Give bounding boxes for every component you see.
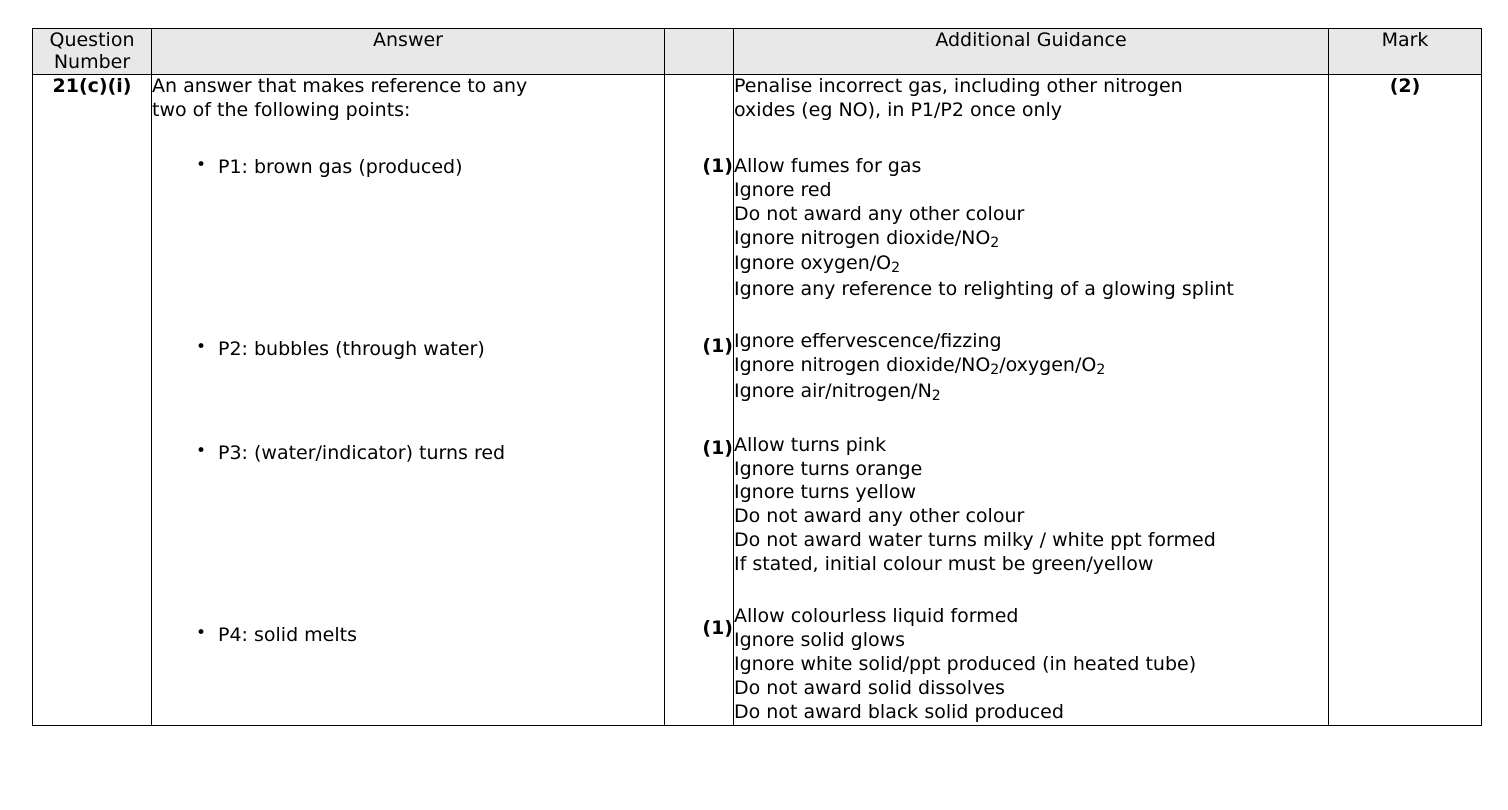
bullet-icon: • xyxy=(196,155,207,176)
cell-answer xyxy=(152,74,665,725)
header-mark-subcolumn xyxy=(665,29,734,75)
header-question-number-line2: Number xyxy=(53,51,131,74)
guidance-line: Allow fumes for gas xyxy=(734,154,922,177)
list-item xyxy=(152,624,664,648)
guidance-line: Do not award black solid produced xyxy=(734,700,1064,723)
header-answer: Answer xyxy=(152,29,665,75)
point-mark: (1) xyxy=(702,334,733,357)
point-text: P1: brown gas (produced) xyxy=(218,156,463,179)
header-row xyxy=(33,29,1482,75)
guidance-line: Ignore red xyxy=(734,178,832,201)
list-item xyxy=(152,156,664,180)
table-row xyxy=(33,74,1482,725)
list-item xyxy=(152,338,664,362)
guidance-line: Ignore white solid/ppt produced (in heated tube) xyxy=(734,653,1197,676)
guidance-line: Do not award any other colour xyxy=(734,505,1025,528)
point-text: P4: solid melts xyxy=(218,623,357,646)
table-header xyxy=(33,29,1482,75)
header-question-number-line1: Question xyxy=(49,29,135,51)
guidance-p4 xyxy=(734,605,1328,725)
guidance-line: Do not award water turns milky / white ppt formed xyxy=(734,529,1216,552)
bullet-icon: • xyxy=(196,337,207,358)
answer-intro xyxy=(152,75,664,123)
guidance-line: Ignore any reference to relighting of a glowing splint xyxy=(734,278,1234,301)
guidance-line: Ignore effervescence/fizzing xyxy=(734,330,1002,353)
point-mark: (1) xyxy=(702,436,733,459)
guidance-line: Allow turns pink xyxy=(734,433,887,456)
table-body xyxy=(33,74,1482,725)
point-text: P2: bubbles (through water) xyxy=(218,338,485,361)
point-mark: (1) xyxy=(702,616,733,639)
markscheme-table xyxy=(32,28,1482,726)
guidance-line: Do not award any other colour xyxy=(734,202,1025,225)
guidance-line: Ignore air/$nitrogen/N_2$ xyxy=(734,379,941,404)
guidance-line: Allow colourless liquid formed xyxy=(734,605,1019,628)
guidance-line: Ignore turns yellow xyxy=(734,481,917,504)
header-additional-guidance: Additional Guidance xyxy=(734,29,1329,75)
guidance-line: Ignore solid glows xyxy=(734,629,906,652)
guidance-line: Ignore nitrogen dioxide/$NO_2/oxygen/O_2$ xyxy=(734,353,1106,379)
cell-additional-guidance xyxy=(734,74,1329,725)
answer-intro-line2: two of the following points: xyxy=(152,98,411,121)
guidance-p3 xyxy=(734,434,1328,578)
header-mark: Mark xyxy=(1329,29,1482,75)
guidance-line: If stated, initial colour must be green/yellow xyxy=(734,553,1154,576)
bullet-icon: • xyxy=(196,440,207,461)
point-text: P3: (water/indicator) turns red xyxy=(218,441,506,464)
guidance-header-line1: Penalise incorrect gas, including other nitrogen xyxy=(734,74,1183,97)
cell-question-number: 21(c)(i) xyxy=(33,74,152,725)
guidance-header xyxy=(734,75,1328,123)
guidance-line: Ignore turns orange xyxy=(734,457,923,480)
answer-intro-line1: An answer that makes reference to any xyxy=(152,74,528,97)
guidance-line: Ignore nitrogen dioxide/$NO_2$ xyxy=(734,226,1000,251)
total-mark-value: (2) xyxy=(1389,74,1421,97)
bullet-icon: • xyxy=(196,622,207,643)
guidance-line: Do not award solid dissolves xyxy=(734,677,1005,699)
guidance-p2 xyxy=(734,330,1328,406)
answer-point-list xyxy=(152,156,664,647)
guidance-p1 xyxy=(734,155,1328,302)
list-item xyxy=(152,442,664,466)
cell-point-marks xyxy=(665,74,734,725)
cell-total-mark xyxy=(1329,74,1482,725)
guidance-line: Ignore oxygen/$O_2$ xyxy=(734,252,901,277)
header-question-number xyxy=(33,29,152,75)
point-mark: (1) xyxy=(702,154,733,177)
guidance-header-line2: oxides (eg NO), in P1/P2 once only xyxy=(734,98,1063,121)
